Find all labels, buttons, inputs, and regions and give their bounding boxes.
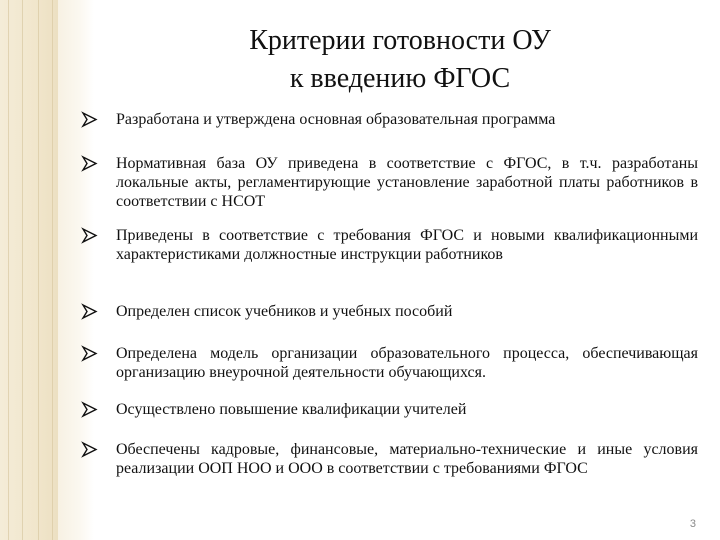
title-line-1: Критерии готовности ОУ [249, 25, 551, 56]
list-item [80, 154, 698, 211]
list-item [80, 110, 698, 129]
slide-title [150, 22, 650, 98]
page-number: 3 [689, 518, 696, 530]
list-item [80, 302, 698, 321]
list-item-text: Определен список учебников и учебных пособий [116, 303, 453, 320]
list-item-text: Приведены в соответствие с требования ФГОС и новыми квалификационными характеристиками должностные инструкции работников [116, 227, 698, 263]
decorative-stripe [52, 0, 53, 540]
arrowhead-bullet-icon [80, 302, 102, 321]
arrowhead-bullet-icon [80, 440, 102, 459]
title-line-2: к введению ФГОС [289, 63, 511, 94]
list-item-text: Обеспечены кадровые, финансовые, материально-технические и иные условия реализации ООП НОО и ООО в соответствии с требованиями ФГОС [116, 441, 698, 477]
arrowhead-bullet-icon [80, 400, 102, 419]
decorative-stripe [22, 0, 23, 540]
arrowhead-bullet-icon [80, 226, 102, 245]
list-item [80, 344, 698, 382]
decorative-stripe [8, 0, 9, 540]
decorative-stripe [38, 0, 39, 540]
list-item-text: Нормативная база ОУ приведена в соответствие с ФГОС, в т.ч. разработаны локальные акты, регламентирующие установление заработной платы работников в соответствии с НСОТ [116, 155, 698, 210]
list-item [80, 400, 698, 419]
arrowhead-bullet-icon [80, 344, 102, 363]
arrowhead-bullet-icon [80, 110, 102, 129]
list-item-text: Разработана и утверждена основная образовательная программа [116, 111, 556, 128]
list-item-text: Осуществлено повышение квалификации учителей [116, 401, 467, 418]
list-item [80, 226, 698, 264]
list-item-text: Определена модель организации образовательного процесса, обеспечивающая организацию внеурочной деятельности обучающихся. [116, 345, 698, 381]
arrowhead-bullet-icon [80, 154, 102, 173]
list-item [80, 440, 698, 478]
